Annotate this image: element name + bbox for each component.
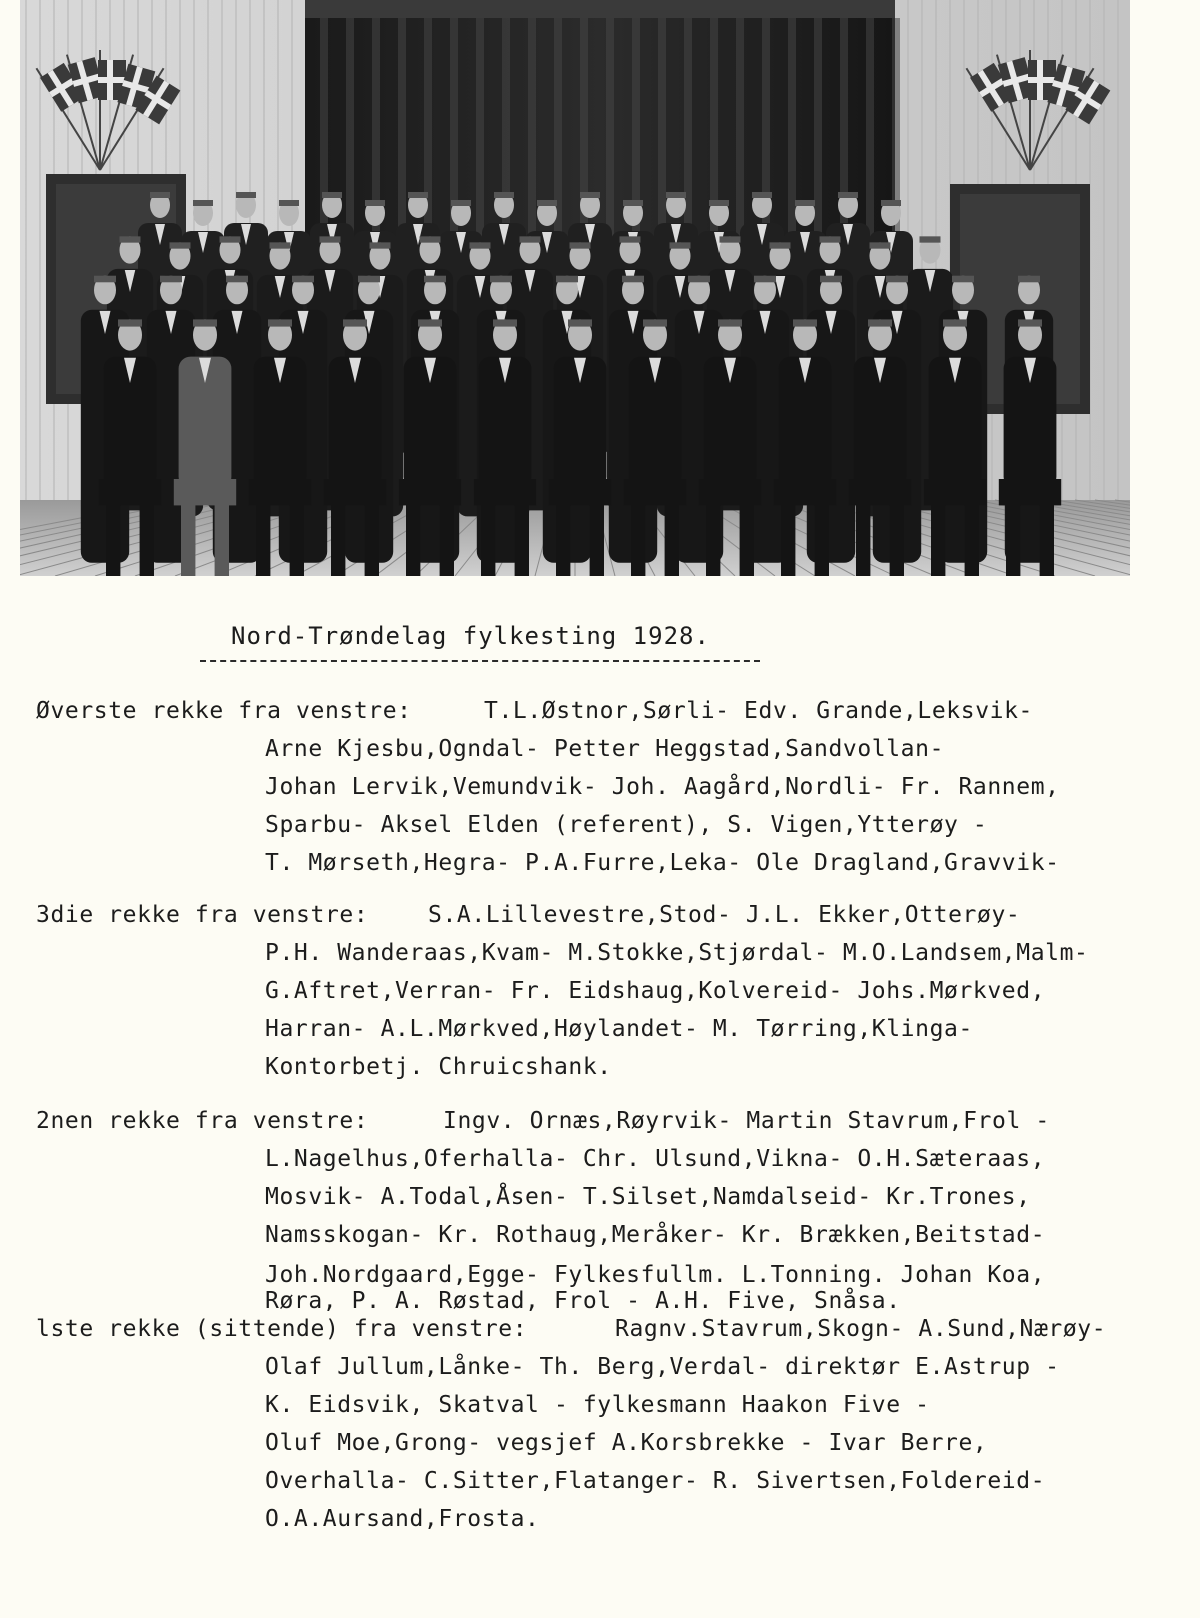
section-line: T. Mørseth,Hegra- P.A.Furre,Leka- Ole Dragland,Gravvik-	[265, 850, 1060, 876]
section-line: Namsskogan- Kr. Rothaug,Meråker- Kr. Brækken,Beitstad-	[265, 1222, 1046, 1248]
section-line: Overhalla- C.Sitter,Flatanger- R. Sivertsen,Foldereid-	[265, 1468, 1046, 1494]
section-line: L.Nagelhus,Oferhalla- Chr. Ulsund,Vikna- O.H.Sæteraas,	[265, 1146, 1046, 1172]
section-line: Harran- A.L.Mørkved,Høylandet- M. Tørring,Klinga-	[265, 1016, 973, 1042]
section-line: P.H. Wanderaas,Kvam- M.Stokke,Stjørdal- M.O.Landsem,Malm-	[265, 940, 1089, 966]
section-line: T.L.Østnor,Sørli- Edv. Grande,Leksvik-	[484, 698, 1033, 724]
section-line: Johan Lervik,Vemundvik- Joh. Aagård,Nordli- Fr. Rannem,	[265, 774, 1060, 800]
section-line: Røra, P. A. Røstad, Frol - A.H. Five, Snåsa.	[265, 1288, 901, 1314]
section-line: Kontorbetj. Chruicshank.	[265, 1054, 612, 1080]
title-underline	[200, 660, 760, 662]
section-line: S.A.Lillevestre,Stod- J.L. Ekker,Otterøy-	[428, 902, 1021, 928]
section-line: Ingv. Ornæs,Røyrvik- Martin Stavrum,Frol -	[443, 1108, 1050, 1134]
section-line: G.Aftret,Verran- Fr. Eidshaug,Kolvereid- Johs.Mørkved,	[265, 978, 1046, 1004]
section-line: Sparbu- Aksel Elden (referent), S. Vigen,Ytterøy -	[265, 812, 988, 838]
section-line: Oluf Moe,Grong- vegsjef A.Korsbrekke - Ivar Berre,	[265, 1430, 988, 1456]
section-label: 3die rekke fra venstre:	[36, 902, 369, 928]
section-line: Ragnv.Stavrum,Skogn- A.Sund,Nærøy-	[615, 1316, 1107, 1342]
section-label: lste rekke (sittende) fra venstre:	[36, 1316, 528, 1342]
section-line: Arne Kjesbu,Ogndal- Petter Heggstad,Sandvollan-	[265, 736, 945, 762]
section-line: Mosvik- A.Todal,Åsen- T.Silset,Namdalseid- Kr.Trones,	[265, 1184, 1031, 1210]
document-title: Nord-Trøndelag fylkesting 1928.	[231, 622, 710, 650]
section-line: O.A.Aursand,Frosta.	[265, 1506, 540, 1532]
section-line: K. Eidsvik, Skatval - fylkesmann Haakon Five -	[265, 1392, 930, 1418]
section-label: 2nen rekke fra venstre:	[36, 1108, 369, 1134]
group-photograph	[20, 0, 1130, 576]
section-line: Joh.Nordgaard,Egge- Fylkesfullm. L.Tonning. Johan Koa,	[265, 1262, 1046, 1288]
section-line: Olaf Jullum,Lånke- Th. Berg,Verdal- direktør E.Astrup -	[265, 1354, 1060, 1380]
section-label: Øverste rekke fra venstre:	[36, 698, 412, 724]
